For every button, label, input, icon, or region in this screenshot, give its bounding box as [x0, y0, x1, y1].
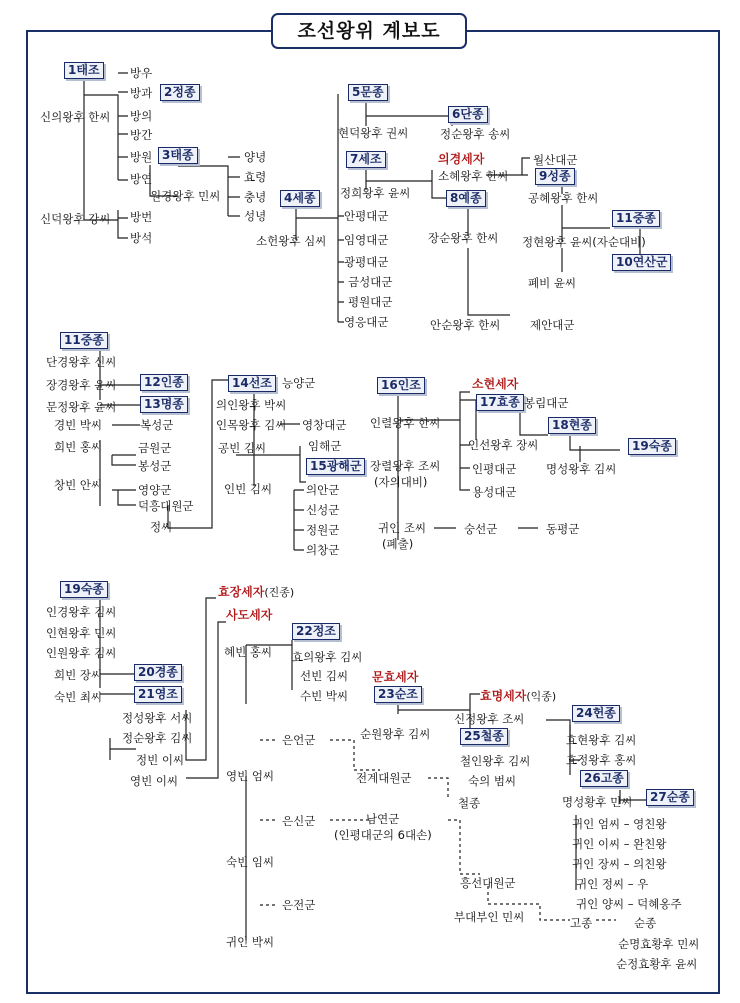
line	[100, 674, 134, 694]
king-11-jungjong: 11중종	[612, 210, 660, 227]
consort-gwiin-i: 귀인 이씨 – 완친왕	[572, 837, 667, 851]
king-27-sunjong: 27순종	[646, 789, 694, 806]
prince-yeongyang: 영양군	[138, 483, 172, 497]
consort-subin: 수빈 박씨	[300, 689, 349, 703]
consort-jeongbin: 정빈 이씨	[136, 753, 185, 767]
line	[112, 490, 136, 505]
queen-uiin: 의인왕후 박씨	[216, 398, 287, 412]
queen-jangryeol: 장렬왕후 조씨	[370, 459, 441, 473]
crown-prince-hyojang-note: (진종)	[264, 586, 295, 599]
line	[338, 216, 344, 322]
prince-seongnyeong: 성녕	[244, 209, 267, 223]
queen-jeonghyeon: 정현왕후 윤씨(자순대비)	[522, 235, 646, 249]
prince-namyeon: 남연군	[366, 812, 400, 826]
prince-bangwon: 방원	[130, 150, 153, 164]
queen-hyoui: 효의왕후 김씨	[292, 650, 363, 664]
line	[84, 95, 118, 180]
king-1-taejo: 1태조	[64, 62, 104, 79]
king-15-gwanghaegun: 15광해군	[306, 458, 365, 475]
prince-jeongwon: 정원군	[306, 523, 340, 537]
king-23-sunjo: 23순조	[374, 686, 422, 703]
empress-sunmyeong: 순명효황후 민씨	[618, 937, 700, 951]
queen-gonghye: 공혜왕후 한씨	[528, 191, 599, 205]
consort-yeongbin-eom: 영빈 엄씨	[226, 769, 275, 783]
consort-sukbin-choe: 숙빈 최씨	[54, 690, 103, 704]
queen-inhyeon: 인현왕후 민씨	[46, 626, 117, 640]
prince-pyeongwon: 평원대군	[348, 295, 393, 309]
consort-sukbin-im: 숙빈 임씨	[226, 855, 275, 869]
consort-huibin: 희빈 홍씨	[54, 440, 103, 454]
prince-anpyeong: 안평대군	[344, 209, 389, 223]
queen-janggyeong: 장경왕후 윤씨	[46, 378, 117, 392]
queen-sinui: 신의왕후 한씨	[40, 110, 111, 124]
line	[468, 204, 510, 315]
consort-pyebi: 폐비 윤씨	[528, 276, 577, 290]
king-25-cheoljong: 25철종	[460, 728, 508, 745]
king-sunjong-name: 순종	[634, 916, 657, 930]
prince-eunjeon: 은전군	[282, 898, 316, 912]
consort-yeongbin: 영빈 이씨	[130, 774, 179, 788]
crown-prince-hyomyeong-note: (익종)	[526, 690, 557, 703]
prince-geumwon: 금원군	[138, 441, 172, 455]
king-8-yejong: 8예종	[446, 190, 486, 207]
prince-dongpyeong: 동평군	[546, 522, 580, 536]
king-2-jeongjong: 2정종	[160, 84, 200, 101]
queen-cheorin: 철인왕후 김씨	[460, 754, 531, 768]
consort-gyeongbin: 경빈 박씨	[54, 418, 103, 432]
prince-bangyeon: 방연	[130, 172, 153, 186]
queen-sunwon: 순원왕후 김씨	[360, 727, 431, 741]
line	[118, 73, 128, 180]
king-11-jungjong-2: 11중종	[60, 332, 108, 349]
prince-hyoryeong: 효령	[244, 170, 267, 184]
king-cheoljong-note: 철종	[458, 796, 481, 810]
consort-gwiin-jo: 귀인 조씨	[378, 521, 427, 535]
king-26-gojong: 26고종	[580, 770, 628, 787]
queen-sohye: 소혜왕후 한씨	[438, 169, 509, 183]
king-14-seonjo: 14선조	[228, 375, 276, 392]
page-title: 조선왕위 계보도	[271, 13, 467, 49]
prince-bangu: 방우	[130, 66, 153, 80]
line	[330, 740, 380, 770]
line	[294, 490, 304, 550]
prince-uian: 의안군	[306, 483, 340, 497]
line	[460, 420, 470, 490]
king-3-taejong: 3태종	[158, 147, 198, 164]
line	[448, 820, 480, 874]
consort-huibin-jang: 희빈 장씨	[54, 668, 103, 682]
prince-yangnyeong: 양녕	[244, 150, 267, 164]
king-24-heonjong: 24헌종	[572, 705, 620, 722]
queen-jeongsun: 정순왕후 송씨	[440, 127, 511, 141]
prince-deokheung: 덕흥대원군	[138, 499, 194, 513]
queen-sindeok: 신덕왕후 강씨	[40, 212, 111, 226]
king-19-sukjong-2: 19숙종	[60, 581, 108, 598]
crown-prince-sado: 사도세자	[226, 608, 273, 622]
king-gojong-name: 고종	[570, 916, 593, 930]
consort-inbin: 인빈 김씨	[224, 482, 273, 496]
line	[260, 740, 278, 905]
prince-chungnyeong: 충녕	[244, 190, 267, 204]
prince-namyeon-note: (인평대군의 6대손)	[334, 828, 432, 842]
king-10-yeonsangun: 10연산군	[612, 254, 671, 271]
prince-boksung: 복성군	[140, 418, 174, 432]
consort-gwiin-jang: 귀인 장씨 – 의친왕	[572, 857, 667, 871]
queen-ingyeong: 인경왕후 김씨	[46, 605, 117, 619]
crown-prince-sohyeon: 소현세자	[472, 377, 519, 391]
crown-prince-uigyeong: 의경세자	[438, 152, 485, 166]
crown-prince-hyomyeong	[480, 689, 556, 704]
king-9-seongjong: 9성종	[535, 168, 575, 185]
crown-prince-hyojang	[218, 585, 294, 600]
crown-prince-munhyo: 문효세자	[372, 670, 419, 684]
prince-bongseong: 봉성군	[138, 459, 172, 473]
king-4-sejong: 4세종	[280, 190, 320, 207]
king-5-munjong: 5문종	[348, 84, 388, 101]
prince-imhae: 임해군	[308, 439, 342, 453]
consort-gwiin-jo-note: (폐출)	[382, 537, 414, 551]
prince-bangui: 방의	[130, 109, 153, 123]
queen-inryeol: 인렬왕후 한씨	[370, 416, 441, 430]
queen-ansun: 안순왕후 한씨	[430, 318, 501, 332]
crown-prince-hyomyeong-name: 효명세자	[480, 689, 527, 703]
consort-hyebin: 혜빈 홍씨	[224, 645, 273, 659]
prince-geumseong: 금성대군	[348, 275, 393, 289]
queen-myeongseong-kim: 명성왕후 김씨	[546, 462, 617, 476]
prince-wolsan: 월산대군	[533, 153, 578, 167]
king-12-injong: 12인종	[140, 374, 188, 391]
prince-uichang: 의창군	[306, 543, 340, 557]
prince-jeongye: 전계대원군	[356, 771, 412, 785]
prince-euneon: 은언군	[282, 733, 316, 747]
king-17-hyojong: 17효종	[476, 394, 524, 411]
queen-sinjeong: 신정왕후 조씨	[454, 712, 525, 726]
prince-neungyang: 능양군	[282, 376, 316, 390]
prince-bongnim: 봉림대군	[524, 396, 569, 410]
consort-changbin: 창빈 안씨	[54, 478, 103, 492]
queen-hyeondeok: 현덕왕후 권씨	[338, 126, 409, 140]
king-16-injo: 16인조	[377, 377, 425, 394]
prince-imyeong: 임영대군	[344, 233, 389, 247]
consort-seonbin: 선빈 김씨	[300, 669, 349, 683]
prince-jean: 제안대군	[530, 318, 575, 332]
queen-hyojeong: 효정왕후 홍씨	[566, 753, 637, 767]
queen-inseon: 인선왕후 장씨	[468, 438, 539, 452]
consort-jeongssi: 정씨	[150, 520, 173, 534]
king-21-yeongjo: 21영조	[134, 686, 182, 703]
consort-gongbin: 공빈 김씨	[218, 441, 267, 455]
queen-jeongsun-kim: 정순왕후 김씨	[122, 731, 193, 745]
lady-budaebuin: 부대부인 민씨	[454, 910, 525, 924]
king-20-gyeongjong: 20경종	[134, 664, 182, 681]
line	[428, 778, 448, 798]
king-19-sukjong: 19숙종	[628, 438, 676, 455]
consort-gwiin-jeong: 귀인 정씨 – 우	[576, 877, 649, 891]
prince-banggan: 방간	[130, 128, 153, 142]
queen-soheon: 소헌왕후 심씨	[256, 234, 327, 248]
prince-yongseong: 용성대군	[472, 485, 517, 499]
queen-jeonghui: 정희왕후 윤씨	[340, 186, 411, 200]
prince-bangseok: 방석	[130, 231, 153, 245]
regent-heungseon: 흥선대원군	[460, 876, 516, 890]
king-22-jeongjo: 22정조	[292, 623, 340, 640]
king-13-myeongjong: 13명종	[140, 396, 188, 413]
prince-bangbeon: 방번	[130, 210, 153, 224]
queen-jangryeol-note: (자의대비)	[374, 475, 428, 489]
consort-gwiin-park: 귀인 박씨	[226, 935, 275, 949]
queen-munjeong: 문정왕후 윤씨	[46, 400, 117, 414]
empress-sunjeong: 순정효황후 윤씨	[616, 957, 698, 971]
line	[366, 100, 452, 126]
prince-sungseon: 숭선군	[464, 522, 498, 536]
crown-prince-hyojang-name: 효장세자	[218, 585, 265, 599]
prince-banggwa: 방과	[130, 86, 153, 100]
queen-inmok: 인목왕후 김씨	[216, 418, 287, 432]
king-7-sejo: 7세조	[346, 151, 386, 168]
consort-gwiin-eom: 귀인 엄씨 – 영친왕	[572, 817, 667, 831]
prince-yeongeung: 영응대군	[344, 315, 389, 329]
queen-jangsun: 장순왕후 한씨	[428, 231, 499, 245]
empress-myeongseong: 명성황후 민씨	[562, 795, 633, 809]
line	[112, 425, 140, 465]
consort-gwiin-yang: 귀인 양씨 – 덕혜옹주	[576, 897, 682, 911]
prince-sinseong: 신성군	[306, 503, 340, 517]
king-18-hyeonjong: 18현종	[548, 417, 596, 434]
prince-yeongchang: 영창대군	[302, 418, 347, 432]
prince-inpyeong: 인평대군	[472, 462, 517, 476]
prince-eunsin: 은신군	[282, 814, 316, 828]
queen-dangyeong: 단경왕후 신씨	[46, 355, 117, 369]
consort-sugui: 숙의 범씨	[468, 774, 517, 788]
queen-jeongseong: 정성왕후 서씨	[122, 711, 193, 725]
queen-wongyeong: 원경왕후 민씨	[150, 189, 221, 203]
line	[228, 157, 240, 216]
queen-inwon: 인원왕후 김씨	[46, 646, 117, 660]
prince-gwangpyeong: 광평대군	[344, 255, 389, 269]
king-6-danjong: 6단종	[448, 106, 488, 123]
queen-hyohyeon: 효현왕후 김씨	[566, 733, 637, 747]
